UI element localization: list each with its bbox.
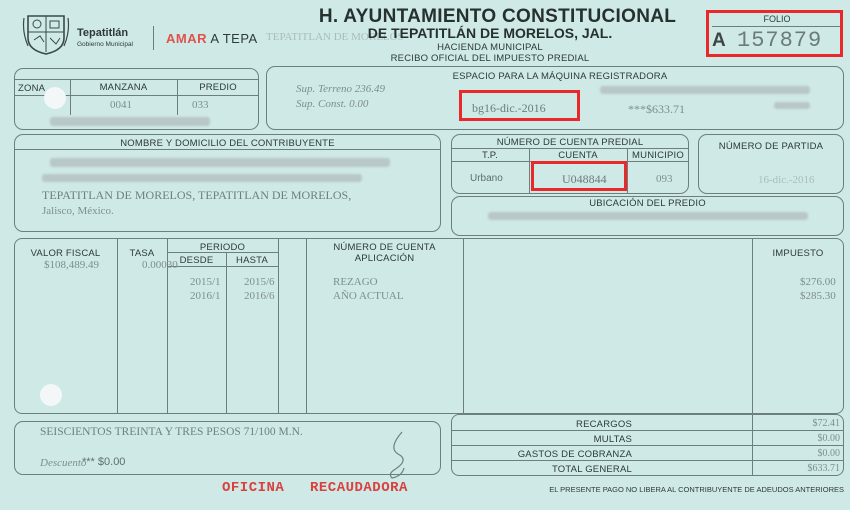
- header-bottom-line: [167, 266, 278, 267]
- date-highlight: [459, 90, 580, 121]
- totals-line2: [451, 445, 844, 446]
- tasa-value: 0.00030: [142, 259, 178, 271]
- folio-series: A: [712, 30, 726, 51]
- page-title: H. AYUNTAMIENTO CONSTITUCIONAL: [318, 6, 677, 27]
- multas-label: MULTAS: [593, 434, 632, 445]
- hasta-header: HASTA: [236, 255, 268, 266]
- periodo-header: PERIODO: [199, 242, 246, 253]
- redacted-ubicacion: [488, 212, 808, 220]
- amount-in-words: SEISCIENTOS TREINTA Y TRES PESOS 71/100 M.N.: [40, 426, 303, 438]
- manzana-value: 0041: [110, 99, 132, 111]
- folio-number: 157879: [737, 28, 823, 53]
- contrib-header-line: [14, 149, 441, 150]
- cuenta-line1: [451, 148, 689, 149]
- zone-top-line: [14, 79, 259, 80]
- stamp-recaudadora: RECAUDADORA: [310, 480, 408, 496]
- col-sep-desde: [226, 252, 227, 414]
- municipio-value: 093: [656, 173, 673, 185]
- desde-header: DESDE: [179, 255, 214, 266]
- total-label: TOTAL GENERAL: [551, 464, 632, 475]
- predio-value: 033: [192, 99, 209, 111]
- machine-label: ESPACIO PARA LA MÁQUINA REGISTRADORA: [452, 71, 668, 82]
- machine-amount: ***$633.71: [628, 102, 685, 116]
- col-sep-imp: [752, 238, 753, 414]
- contrib-city: TEPATITLAN DE MORELOS, TEPATITLAN DE MORELOS,: [42, 188, 352, 202]
- municipio-header: MUNICIPIO: [632, 150, 684, 161]
- folio-highlight: [706, 10, 843, 57]
- multas-value: $0.00: [817, 433, 840, 444]
- redacted-zone: [50, 117, 210, 126]
- coat-of-arms-icon: [22, 12, 70, 56]
- partida-label: NÚMERO DE PARTIDA: [718, 141, 824, 152]
- redacted-machine: [600, 86, 810, 94]
- ubicacion-label: UBICACIÓN DEL PREDIO: [589, 198, 706, 209]
- predio-header: PREDIO: [199, 82, 237, 93]
- page-subtitle: DE TEPATITLÁN DE MORELOS, JAL.: [367, 25, 613, 41]
- detail-table: [14, 238, 844, 414]
- slogan-amar: AMAR: [166, 31, 207, 46]
- totals-line1: [451, 430, 844, 431]
- gastos-value: $0.00: [817, 448, 840, 459]
- folio-label: FOLIO: [763, 14, 791, 24]
- footer-note: EL PRESENTE PAGO NO LIBERA AL CONTRIBUYENTE DE ADEUDOS ANTERIORES: [549, 485, 844, 494]
- valor-header: VALOR FISCAL: [30, 248, 101, 259]
- punch-hole-icon: [44, 87, 66, 109]
- recibo-label: RECIBO OFICIAL DEL IMPUESTO PREDIAL: [390, 53, 590, 64]
- cuenta-label: NÚMERO DE CUENTA PREDIAL: [496, 137, 644, 148]
- row1-hasta: 2015/6: [244, 276, 275, 288]
- logo-city: Tepatitlán: [77, 27, 129, 39]
- logo-divider: [153, 26, 154, 50]
- sup-const: Sup. Const. 0.00: [296, 98, 369, 110]
- stamp-oficina: OFICINA: [222, 480, 285, 496]
- punch-hole-icon: [40, 384, 62, 406]
- tp-header: T.P.: [482, 150, 498, 161]
- contrib-state: Jalisco, México.: [42, 205, 114, 217]
- logo-slogan: [166, 31, 258, 46]
- logo-gov: Gobierno Municipal: [77, 41, 134, 48]
- zona-header: ZONA: [18, 83, 46, 94]
- row2-aplic: AÑO ACTUAL: [333, 290, 404, 302]
- gastos-label: GASTOS DE COBRANZA: [517, 449, 632, 460]
- row2-desde: 2016/1: [190, 290, 221, 302]
- totals-line3: [451, 460, 844, 461]
- slogan-rest: A TEPA: [210, 31, 258, 46]
- contrib-label: NOMBRE Y DOMICILIO DEL CONTRIBUYENTE: [120, 138, 335, 149]
- descuento-value: *** $0.00: [82, 456, 126, 468]
- redacted-address: [42, 174, 362, 182]
- cuenta-aplic-header1: NÚMERO DE CUENTA: [333, 242, 436, 253]
- row2-impuesto: $285.30: [800, 290, 836, 302]
- col-sep-periodo: [278, 238, 279, 414]
- col-sep-aplic: [463, 238, 464, 414]
- tasa-header: TASA: [129, 248, 155, 259]
- row1-impuesto: $276.00: [800, 276, 836, 288]
- descuento-label: Descuento: [40, 457, 87, 469]
- row1-desde: 2015/1: [190, 276, 221, 288]
- row2-hasta: 2016/6: [244, 290, 275, 302]
- manzana-header: MANZANA: [99, 82, 148, 93]
- recargos-value: $72.41: [812, 418, 840, 429]
- total-value: $633.71: [807, 463, 840, 474]
- row1-aplic: REZAGO: [333, 276, 378, 288]
- cuenta-aplic-header2: APLICACIÓN: [354, 253, 415, 264]
- sup-terreno: Sup. Terreno 236.49: [296, 83, 386, 95]
- col-sep-cuenta: [306, 238, 307, 414]
- hacienda-label: HACIENDA MUNICIPAL: [437, 42, 543, 53]
- valor-fiscal-value: $108,489.49: [44, 259, 99, 271]
- cuenta-value: U048844: [562, 172, 607, 186]
- tp-value: Urbano: [470, 173, 503, 184]
- signature-icon: [380, 430, 420, 480]
- redacted-name: [50, 158, 390, 167]
- cuenta-header: CUENTA: [558, 150, 598, 161]
- machine-date: bg16-dic.-2016: [472, 101, 546, 115]
- col-sep-valor: [117, 238, 118, 414]
- cuenta-highlight: [531, 161, 627, 191]
- header-watermark: TEPATITLAN DE MORELOS: [266, 31, 404, 43]
- recargos-label: RECARGOS: [576, 419, 632, 430]
- partida-value: 16-dic.-2016: [758, 174, 815, 186]
- redacted-machine-2: [774, 102, 810, 109]
- impuesto-header: IMPUESTO: [772, 248, 824, 259]
